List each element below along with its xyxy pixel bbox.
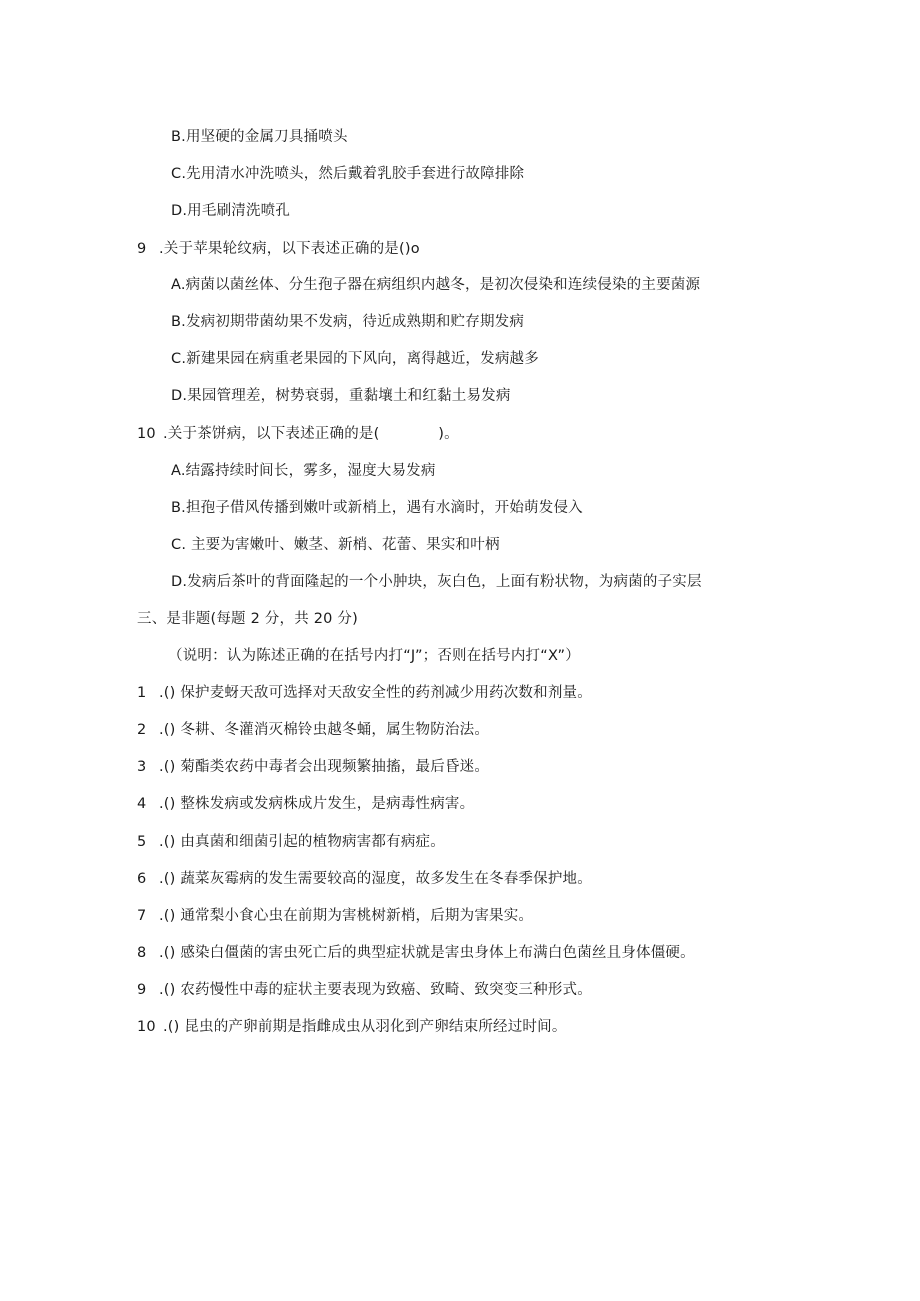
tf-text: .() 整株发病或发病株成片发生，是病毒性病害。 <box>159 796 475 812</box>
tf-item-10 <box>137 1017 567 1037</box>
tf-text: .() 保护麦蚜天敌可选择对天敌安全性的药剂减少用药次数和剂量。 <box>159 685 592 701</box>
q10-option-b: B.担孢子借风传播到嫩叶或新梢上，遇有水滴时，开始萌发侵入 <box>171 500 583 516</box>
q9-option-c: C.新建果园在病重老果园的下风向，离得越近，发病越多 <box>171 351 539 367</box>
q10-number: 10 <box>137 426 156 442</box>
tf-item-1 <box>137 683 592 703</box>
q10-stem: .关于茶饼病，以下表述正确的是( )。 <box>163 426 459 442</box>
tf-number: 5 <box>137 834 147 850</box>
q8-option-c: C.先用清水冲洗喷头，然后戴着乳胶手套进行故障排除 <box>171 166 525 182</box>
tf-number: 8 <box>137 945 147 961</box>
q9-stem-line <box>137 239 420 259</box>
tf-text: .() 冬耕、冬灌消灭棉铃虫越冬蛹，属生物防治法。 <box>159 722 490 738</box>
q9-option-a: A.病菌以菌丝体、分生孢子器在病组织内越冬，是初次侵染和连续侵染的主要菌源 <box>171 277 701 293</box>
tf-text: .() 昆虫的产卵前期是指雌成虫从羽化到产卵结束所经过时间。 <box>163 1019 567 1035</box>
tf-number: 10 <box>137 1019 156 1035</box>
q10-option-d: D.发病后茶叶的背面隆起的一个小肿块，灰白色，上面有粉状物，为病菌的子实层 <box>171 574 702 590</box>
tf-item-4 <box>137 794 474 814</box>
tf-item-3 <box>137 757 489 777</box>
tf-item-5 <box>137 832 445 852</box>
tf-item-2 <box>137 720 489 740</box>
tf-number: 1 <box>137 685 147 701</box>
q9-option-b: B.发病初期带菌幼果不发病，待近成熟期和贮存期发病 <box>171 314 525 330</box>
tf-number: 6 <box>137 871 147 887</box>
q10-stem-line <box>137 424 459 444</box>
tf-text: .() 菊酯类农药中毒者会出现频繁抽搐，最后昏迷。 <box>159 759 490 775</box>
section3-heading: 三、是非题(每题 2 分，共 20 分) <box>137 611 358 627</box>
tf-item-8 <box>137 943 695 963</box>
q8-option-d: D.用毛刷清洗喷孔 <box>171 203 291 219</box>
tf-text: .() 通常梨小食心虫在前期为害桃树新梢，后期为害果实。 <box>159 908 534 924</box>
section3-note: （说明：认为陈述正确的在括号内打“J”；否则在括号内打“X”） <box>168 648 580 664</box>
tf-number: 3 <box>137 759 147 775</box>
q9-option-d: D.果园管理差，树势衰弱，重黏壤土和红黏土易发病 <box>171 388 511 404</box>
q9-stem: .关于苹果轮纹病，以下表述正确的是()o <box>159 241 420 257</box>
tf-text: .() 由真菌和细菌引起的植物病害都有病症。 <box>159 834 445 850</box>
q10-option-c: C. 主要为害嫩叶、嫩茎、新梢、花蕾、果实和叶柄 <box>171 537 500 553</box>
tf-text: .() 感染白僵菌的害虫死亡后的典型症状就是害虫身体上布满白色菌丝且身体僵硬。 <box>159 945 695 961</box>
tf-item-7 <box>137 906 533 926</box>
tf-item-9 <box>137 980 592 1000</box>
tf-text: .() 蔬菜灰霉病的发生需要较高的湿度，故多发生在冬春季保护地。 <box>159 871 592 887</box>
q8-option-b: B.用坚硬的金属刀具捅喷头 <box>171 129 348 145</box>
tf-number: 9 <box>137 982 147 998</box>
tf-number: 2 <box>137 722 147 738</box>
tf-text: .() 农药慢性中毒的症状主要表现为致癌、致畸、致突变三种形式。 <box>159 982 592 998</box>
q10-option-a: A.结露持续时间长，雾多，湿度大易发病 <box>171 463 436 479</box>
tf-number: 7 <box>137 908 147 924</box>
q9-number: 9 <box>137 241 147 257</box>
tf-number: 4 <box>137 796 147 812</box>
tf-item-6 <box>137 869 592 889</box>
